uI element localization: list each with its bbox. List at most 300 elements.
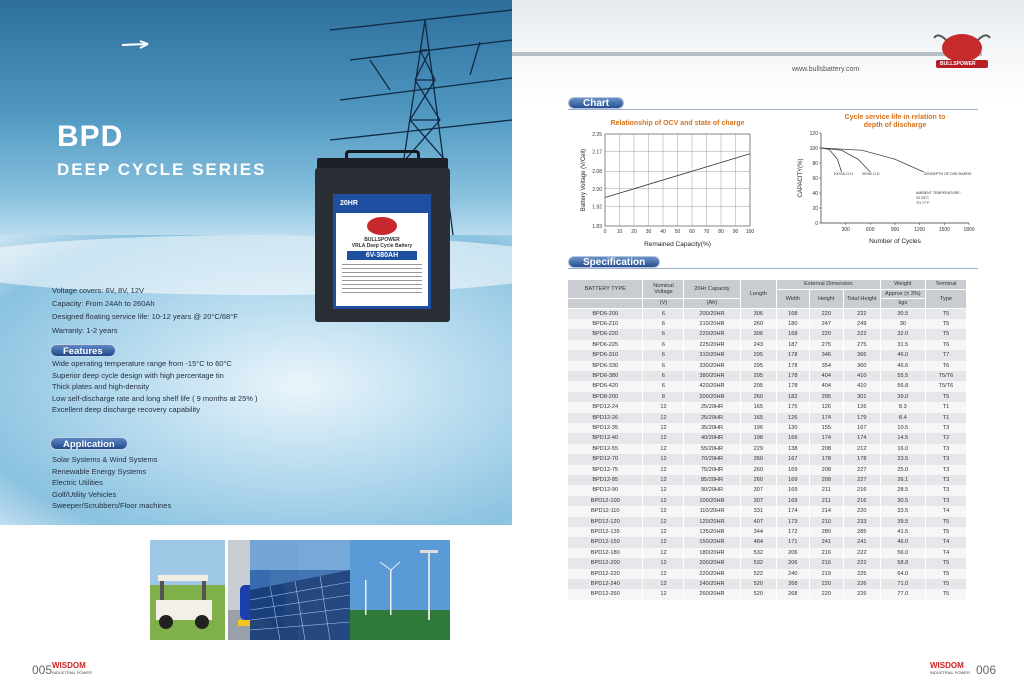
specification-table xyxy=(567,279,967,600)
col-terminal: Terminal xyxy=(925,280,966,290)
table-row xyxy=(568,329,967,339)
table-cell: BPD12-240 xyxy=(568,579,643,589)
table-cell: T1 xyxy=(925,402,966,412)
table-cell: 306 xyxy=(740,308,777,319)
table-cell: T5 xyxy=(925,579,966,589)
table-cell: 212 xyxy=(844,444,881,454)
table-cell: 275 xyxy=(844,340,881,350)
x-axis-label: Number of Cycles xyxy=(869,238,921,245)
table-cell: 350 xyxy=(740,454,777,464)
table-cell: 211 xyxy=(809,496,844,506)
table-cell: 295 xyxy=(809,392,844,402)
annotation-label: 100%D.O.D xyxy=(833,172,853,176)
annotation-label: 30%DEPTH OF DISCHARGE xyxy=(923,172,972,176)
table-cell: 226 xyxy=(844,579,881,589)
table-row xyxy=(568,485,967,495)
table-cell: 138 xyxy=(777,444,809,454)
table-cell: 16.0 xyxy=(880,444,925,454)
y-axis-label: CAPACITY(%) xyxy=(798,158,804,198)
table-cell: 214 xyxy=(809,506,844,516)
table-cell: 208 xyxy=(809,475,844,485)
table-cell: 6 xyxy=(643,371,684,381)
table-cell: 12 xyxy=(643,537,684,547)
cycle-life-chart xyxy=(793,108,978,248)
table-cell: 220 xyxy=(809,589,844,599)
table-cell: BPD12-55 xyxy=(568,444,643,454)
table-cell: 285 xyxy=(844,527,881,537)
annotation-label: 50%D.O.D xyxy=(862,172,880,176)
table-cell: 110/20HR xyxy=(684,506,740,516)
table-row xyxy=(568,537,967,547)
table-cell: T6 xyxy=(925,340,966,350)
chart-title: Relationship of OCV and state of charge xyxy=(610,120,745,127)
y-tick-label: 20 xyxy=(812,206,818,212)
table-cell: 210 xyxy=(809,517,844,527)
table-row xyxy=(568,558,967,568)
x-tick-label: 40 xyxy=(660,229,666,235)
table-cell: 12 xyxy=(643,423,684,433)
table-cell: 167 xyxy=(777,454,809,464)
table-cell: 187 xyxy=(777,340,809,350)
col-battery-type: BATTERY TYPE xyxy=(568,280,643,299)
y-tick-label: 2.00 xyxy=(592,186,602,193)
table-cell: 178 xyxy=(777,361,809,371)
table-cell: 174 xyxy=(809,413,844,423)
table-cell: 55.5 xyxy=(880,371,925,381)
table-cell: T5/T6 xyxy=(925,371,966,381)
table-header-row xyxy=(568,280,967,290)
intro-item: Capacity: From 24Ah to 260Ah xyxy=(52,299,155,309)
table-cell: 12 xyxy=(643,579,684,589)
table-cell: 216 xyxy=(844,496,881,506)
table-cell: 222 xyxy=(844,548,881,558)
table-cell: BPD6-200 xyxy=(568,308,643,319)
table-cell: 12 xyxy=(643,465,684,475)
table-cell: T5 xyxy=(925,392,966,402)
table-cell: BPD6-220 xyxy=(568,329,643,339)
table-cell: 12 xyxy=(643,454,684,464)
table-cell: 126 xyxy=(844,402,881,412)
table-cell: T5 xyxy=(925,558,966,568)
table-cell: 28.5 xyxy=(880,485,925,495)
table-cell: 182 xyxy=(777,392,809,402)
table-cell: T3 xyxy=(925,485,966,495)
x-tick-label: 50 xyxy=(674,229,681,235)
y-tick-label: 120 xyxy=(809,131,818,137)
table-cell: 75/20HR xyxy=(684,465,740,475)
table-cell: 310/20HR xyxy=(684,350,740,360)
table-cell: 410 xyxy=(844,381,881,391)
y-tick-label: 2.25 xyxy=(592,132,602,138)
x-tick-label: 60 xyxy=(689,229,695,235)
table-cell: T3 xyxy=(925,475,966,485)
table-cell: 208 xyxy=(809,444,844,454)
series-line xyxy=(821,148,842,172)
table-cell: 295 xyxy=(740,361,777,371)
table-cell: 100/20HR xyxy=(684,496,740,506)
table-cell: 241 xyxy=(844,537,881,547)
battery-brand: BULLSPOWER xyxy=(364,237,400,243)
chart-title: depth of discharge xyxy=(863,122,927,129)
table-cell: 55/20HR xyxy=(684,444,740,454)
x-tick-label: 30 xyxy=(645,229,652,235)
table-cell: 71.0 xyxy=(880,579,925,589)
table-cell: BPD12-75 xyxy=(568,465,643,475)
y-tick-label: 40 xyxy=(812,191,818,197)
unit-type-blank xyxy=(568,299,643,309)
table-cell: T5 xyxy=(925,527,966,537)
footer-brand-sub: INDUSTRIAL POWER xyxy=(52,670,92,675)
table-cell: BPD12-180 xyxy=(568,548,643,558)
table-cell: 12 xyxy=(643,444,684,454)
y-tick-label: 80 xyxy=(812,161,818,167)
table-cell: 174 xyxy=(844,433,881,443)
table-cell: BPD12-85 xyxy=(568,475,643,485)
table-cell: 260 xyxy=(740,319,777,329)
col-length: Length xyxy=(740,280,777,309)
table-cell: 8.3 xyxy=(880,402,925,412)
series-subtitle: DEEP CYCLE SERIES xyxy=(57,160,267,179)
table-row xyxy=(568,548,967,558)
table-cell: 295 xyxy=(740,381,777,391)
y-tick-label: 1.92 xyxy=(592,204,602,211)
table-cell: 30 xyxy=(880,319,925,329)
feature-item: Excellent deep discharge recovery capability xyxy=(52,405,200,415)
table-cell: 155 xyxy=(809,423,844,433)
logo-text: BULLSPOWER xyxy=(940,61,976,67)
table-cell: T6 xyxy=(925,361,966,371)
table-cell: 532 xyxy=(740,548,777,558)
table-cell: 216 xyxy=(809,558,844,568)
table-cell: 247 xyxy=(809,319,844,329)
table-cell: BPD6-330 xyxy=(568,361,643,371)
table-cell: 200/20HR xyxy=(684,392,740,402)
applications-list xyxy=(52,454,171,512)
table-cell: BPD12-100 xyxy=(568,496,643,506)
table-row xyxy=(568,496,967,506)
table-cell: 41.5 xyxy=(880,527,925,537)
table-cell: 229 xyxy=(740,444,777,454)
table-row xyxy=(568,423,967,433)
table-cell: 380/20HR xyxy=(684,371,740,381)
table-cell: 8.4 xyxy=(880,413,925,423)
intro-item: Designed floating service life: 10-12 years @ 20°C/68°F xyxy=(52,312,238,322)
table-cell: 220/20HR xyxy=(684,569,740,579)
table-cell: 216 xyxy=(809,548,844,558)
table-cell: 85/20HR xyxy=(684,475,740,485)
table-cell: 295 xyxy=(740,350,777,360)
application-item: Sweeper/Scrubbers/Floor machines xyxy=(52,501,172,511)
table-cell: 33.5 xyxy=(880,506,925,516)
table-cell: 484 xyxy=(740,537,777,547)
intro-list xyxy=(52,284,238,337)
table-cell: 295 xyxy=(740,371,777,381)
table-cell: 6 xyxy=(643,350,684,360)
table-cell: 12 xyxy=(643,475,684,485)
table-cell: 226 xyxy=(844,589,881,599)
table-cell: 233 xyxy=(844,517,881,527)
table-cell: 222 xyxy=(844,308,881,319)
table-cell: 175 xyxy=(777,402,809,412)
x-tick-label: 70 xyxy=(703,229,710,235)
table-row xyxy=(568,361,967,371)
legend-text: 20 25°C xyxy=(916,196,930,200)
col-width: Width xyxy=(777,289,809,308)
table-cell: 178 xyxy=(777,350,809,360)
streetlight-wind-photo xyxy=(350,540,450,640)
table-cell: T1 xyxy=(925,413,966,423)
table-cell: BPD6-420 xyxy=(568,381,643,391)
x-tick-label: 300 xyxy=(841,227,850,233)
table-cell: 25.0 xyxy=(880,465,925,475)
specification-heading: Specification xyxy=(568,256,660,268)
table-cell: 12 xyxy=(643,433,684,443)
table-cell: 420/20HR xyxy=(684,381,740,391)
table-cell: 168 xyxy=(777,308,809,319)
footer-brand-sub: INDUSTRIAL POWER xyxy=(930,670,970,675)
table-cell: BPD12-35 xyxy=(568,423,643,433)
battery-fine-print xyxy=(342,264,422,294)
table-cell: 35/20HR xyxy=(684,423,740,433)
table-cell: BPD6-225 xyxy=(568,340,643,350)
application-item: Solar Systems & Wind Systems xyxy=(52,455,158,464)
table-cell: 178 xyxy=(844,454,881,464)
col-type: Type xyxy=(925,289,966,308)
table-cell: 30.5 xyxy=(880,308,925,319)
table-cell: T3 xyxy=(925,496,966,506)
table-row xyxy=(568,579,967,589)
table-cell: 6 xyxy=(643,340,684,350)
y-tick-label: 2.17 xyxy=(592,149,602,156)
table-cell: 307 xyxy=(740,485,777,495)
table-cell: 70/20HR xyxy=(684,454,740,464)
table-cell: 178 xyxy=(777,381,809,391)
header-stripe xyxy=(512,52,982,56)
table-cell: 520 xyxy=(740,589,777,599)
chart-title: Cycle service life in relation to xyxy=(844,114,946,121)
table-cell: 344 xyxy=(740,527,777,537)
footer-brand-right xyxy=(930,661,970,675)
table-cell: 12 xyxy=(643,589,684,599)
footer-brand-left xyxy=(52,661,92,675)
table-cell: BPD12-135 xyxy=(568,527,643,537)
x-tick-label: 900 xyxy=(890,227,900,233)
y-tick-label: 1.83 xyxy=(592,224,602,230)
table-cell: 14.5 xyxy=(880,433,925,443)
table-cell: 30.5 xyxy=(880,496,925,506)
footer-brand-text: WISDOM xyxy=(930,661,964,670)
table-cell: 216 xyxy=(844,485,881,495)
table-cell: 56.8 xyxy=(880,381,925,391)
table-cell: T2 xyxy=(925,433,966,443)
table-cell: 240/20HR xyxy=(684,579,740,589)
table-cell: 126 xyxy=(809,402,844,412)
feature-item: Superior deep cycle design with high percentage tin xyxy=(52,370,224,380)
table-cell: 241 xyxy=(809,537,844,547)
col-approx: Approx (± 3%) xyxy=(880,289,925,299)
table-cell: BPD12-26 xyxy=(568,413,643,423)
features-list xyxy=(52,358,258,416)
website-url[interactable]: www.bullsbattery.com xyxy=(792,66,860,73)
table-cell: BPD12-220 xyxy=(568,569,643,579)
table-row xyxy=(568,506,967,516)
table-cell: 179 xyxy=(844,413,881,423)
table-cell: 225/20HR xyxy=(684,340,740,350)
table-cell: 135/20HR xyxy=(684,527,740,537)
table-cell: T4 xyxy=(925,537,966,547)
table-cell: BPD6-380 xyxy=(568,371,643,381)
table-cell: BPD12-40 xyxy=(568,433,643,443)
table-row xyxy=(568,319,967,329)
series-line xyxy=(821,148,924,172)
x-tick-label: 100 xyxy=(745,229,755,235)
table-cell: BPD6-210 xyxy=(568,319,643,329)
table-cell: 178 xyxy=(809,454,844,464)
table-cell: 210/20HR xyxy=(684,319,740,329)
table-cell: BPD6-310 xyxy=(568,350,643,360)
table-cell: 222 xyxy=(844,558,881,568)
table-row xyxy=(568,475,967,485)
application-item: Renewable Energy Systems xyxy=(52,466,147,476)
table-cell: T4 xyxy=(925,506,966,516)
table-cell: 10.5 xyxy=(880,423,925,433)
table-cell: 220 xyxy=(809,308,844,319)
table-row xyxy=(568,444,967,454)
table-cell: 404 xyxy=(809,371,844,381)
table-cell: T5 xyxy=(925,569,966,579)
table-cell: 6 xyxy=(643,319,684,329)
battery-capacity: 6V-380AH xyxy=(347,251,417,260)
y-tick-label: 2.08 xyxy=(592,169,602,176)
table-cell: 260/20HR xyxy=(684,589,740,599)
table-cell: 26.1 xyxy=(880,475,925,485)
table-cell: 39.0 xyxy=(880,392,925,402)
table-row xyxy=(568,433,967,443)
table-cell: 25/20HR xyxy=(684,413,740,423)
table-row xyxy=(568,465,967,475)
table-cell: 169 xyxy=(777,465,809,475)
y-axis-label: Battery Voltage (V/Cell) xyxy=(581,148,587,212)
table-cell: 166 xyxy=(777,433,809,443)
table-cell: BPD12-70 xyxy=(568,454,643,464)
page-number-right: 006 xyxy=(976,663,997,677)
table-cell: T7 xyxy=(925,350,966,360)
table-cell: 178 xyxy=(777,371,809,381)
table-cell: 12 xyxy=(643,496,684,506)
table-cell: BPD12-200 xyxy=(568,558,643,568)
battery-subtitle: VRLA Deep Cycle Battery xyxy=(351,243,413,249)
col-height: Height xyxy=(809,289,844,308)
table-cell: 77.0 xyxy=(880,589,925,599)
table-cell: BPD12-90 xyxy=(568,485,643,495)
x-tick-label: 20 xyxy=(631,229,637,235)
table-cell: 40/20HR xyxy=(684,433,740,443)
table-cell: 168 xyxy=(777,329,809,339)
table-cell: T4 xyxy=(925,548,966,558)
table-cell: 407 xyxy=(740,517,777,527)
table-cell: 520 xyxy=(740,579,777,589)
table-cell: BPD12-150 xyxy=(568,537,643,547)
table-cell: 169 xyxy=(777,496,809,506)
table-cell: 46.6 xyxy=(880,361,925,371)
table-cell: 301 xyxy=(844,392,881,402)
col-weight: Weight xyxy=(880,280,925,290)
table-cell: 12 xyxy=(643,569,684,579)
y-tick-label: 100 xyxy=(809,146,818,152)
table-cell: 222 xyxy=(844,329,881,339)
x-tick-label: 80 xyxy=(718,229,724,235)
series-line xyxy=(821,148,870,172)
table-cell: 227 xyxy=(844,475,881,485)
table-cell: 126 xyxy=(777,413,809,423)
col-capacity: 20Hr Capacity xyxy=(684,280,740,299)
table-cell: T5/T6 xyxy=(925,381,966,391)
table-cell: 120/20HR xyxy=(684,517,740,527)
table-cell: BPD12-110 xyxy=(568,506,643,516)
table-cell: 46.0 xyxy=(880,537,925,547)
unit-v: (V) xyxy=(643,299,684,309)
x-tick-label: 1200 xyxy=(914,227,926,233)
table-cell: 331 xyxy=(740,506,777,516)
table-cell: 240 xyxy=(777,569,809,579)
table-row xyxy=(568,402,967,412)
table-cell: 206 xyxy=(777,548,809,558)
table-body xyxy=(568,308,967,600)
table-row xyxy=(568,589,967,599)
table-cell: 260 xyxy=(740,392,777,402)
table-cell: 307 xyxy=(740,496,777,506)
table-cell: 268 xyxy=(777,589,809,599)
table-cell: 522 xyxy=(740,569,777,579)
table-cell: 220 xyxy=(844,506,881,516)
table-cell: 180/20HR xyxy=(684,548,740,558)
table-cell: 206 xyxy=(777,558,809,568)
x-tick-label: 1800 xyxy=(963,227,975,233)
table-row xyxy=(568,350,967,360)
table-cell: 404 xyxy=(809,381,844,391)
y-tick-label: 0 xyxy=(815,221,818,227)
table-cell: BPD12-260 xyxy=(568,589,643,599)
table-cell: 275 xyxy=(809,340,844,350)
footer-brand-text: WISDOM xyxy=(52,661,86,670)
table-cell: 366 xyxy=(844,350,881,360)
table-cell: 25/20HR xyxy=(684,402,740,412)
table-cell: 6 xyxy=(643,361,684,371)
table-cell: 532 xyxy=(740,558,777,568)
table-cell: 220 xyxy=(809,329,844,339)
table-cell: 23.5 xyxy=(880,454,925,464)
intro-item: Voltage covers: 6V, 8V, 12V xyxy=(52,286,145,295)
table-cell: 180 xyxy=(777,319,809,329)
intro-item: Warranty: 1-2 years xyxy=(52,325,118,335)
table-cell: 174 xyxy=(777,506,809,516)
table-cell: 46.0 xyxy=(880,350,925,360)
x-tick-label: 1500 xyxy=(938,227,950,233)
table-cell: 200/20HR xyxy=(684,308,740,319)
features-heading: Features xyxy=(50,344,116,357)
table-row xyxy=(568,454,967,464)
table-cell: 220 xyxy=(809,579,844,589)
table-cell: 6 xyxy=(643,308,684,319)
table-cell: 12 xyxy=(643,527,684,537)
table-cell: 6 xyxy=(643,329,684,339)
table-cell: T5 xyxy=(925,319,966,329)
table-cell: 346 xyxy=(809,350,844,360)
table-cell: 174 xyxy=(809,433,844,443)
table-cell: 12 xyxy=(643,548,684,558)
feature-item: Wide operating temperature range from -15°C to 60°C xyxy=(52,359,232,368)
legend-text: TO 77°F xyxy=(916,201,930,205)
